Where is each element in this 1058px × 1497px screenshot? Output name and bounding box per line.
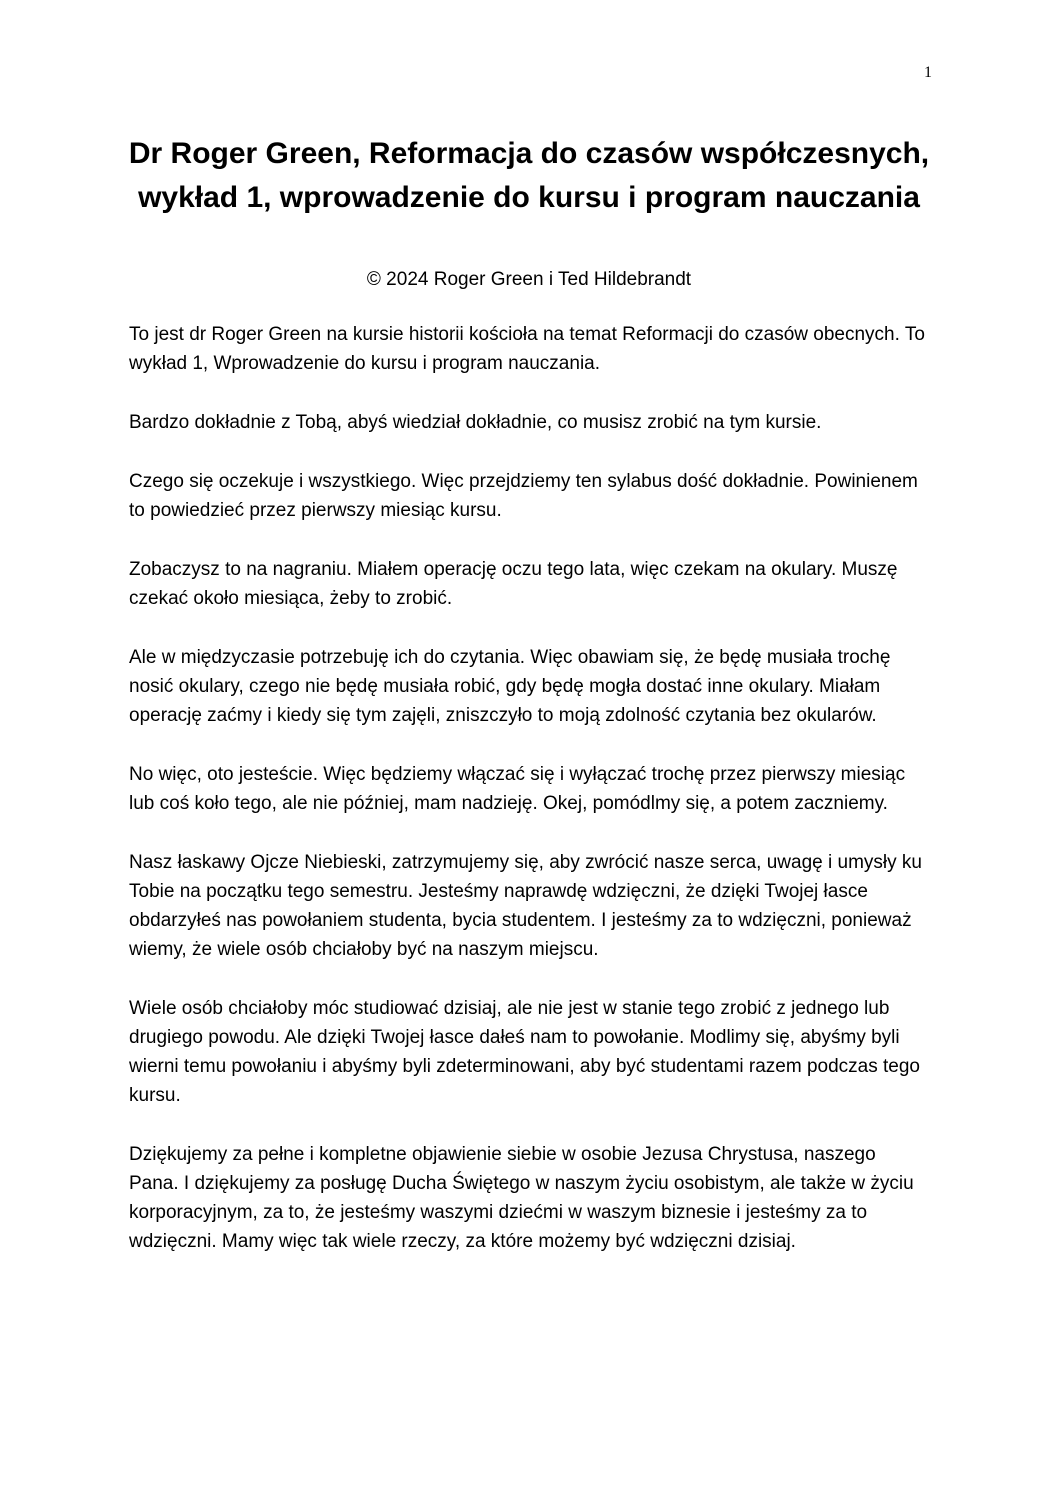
paragraph: Ale w międzyczasie potrzebuję ich do czytania. Więc obawiam się, że będę musiała trochę nosić okulary, czego nie będę musiała robić, gdy będę mogła dostać inne okulary. Miałam operację zaćmy i kiedy się tym zajęli, zniszczyło to moją zdolność czytania bez okularów. [129,647,891,726]
paragraph-prayer: Wiele osób chciałoby móc studiować dzisiaj, ale nie jest w stanie tego zrobić z jednego lub drugiego powodu. Ale dzięki Twojej łasce dałeś nam to powołanie. Modlimy się, abyśmy byli wierni temu powołaniu i abyśmy byli zdeterminowani, aby być studentami razem podczas tego kursu. [129,998,920,1106]
document-body [129,320,929,1286]
page-number: 1 [924,64,932,81]
document-title: Dr Roger Green, Reformacja do czasów współczesnych, wykład 1, wprowadzenie do kursu i program nauczania [128,137,930,214]
paragraph: No więc, oto jesteście. Więc będziemy włączać się i wyłączać trochę przez pierwszy miesiąc lub coś koło tego, ale nie później, mam nadzieję. Okej, pomódlmy się, a potem zaczniemy. [129,764,906,814]
paragraph-intro: To jest dr Roger Green na kursie historii kościoła na temat Reformacji do czasów obecnych. To wykład 1, Wprowadzenie do kursu i program nauczania. [129,324,925,374]
paragraph-prayer: Nasz łaskawy Ojcze Niebieski, zatrzymujemy się, aby zwrócić nasze serca, uwagę i umysły ku Tobie na początku tego semestru. Jesteśmy naprawdę wdzięczni, że dzięki Twojej łasce obdarzyłeś nas powołaniem studenta, bycia studentem. I jesteśmy za to wdzięczni, ponieważ wiemy, że wiele osób chciałoby być na naszym miejscu. [129,852,922,960]
paragraph: Czego się oczekuje i wszystkiego. Więc przejdziemy ten sylabus dość dokładnie. Powinienem to powiedzieć przez pierwszy miesiąc kursu. [129,471,918,521]
copyright-line: © 2024 Roger Green i Ted Hildebrandt [366,269,692,290]
paragraph: Bardzo dokładnie z Tobą, abyś wiedział dokładnie, co musisz zrobić na tym kursie. [129,412,822,433]
paragraph: Zobaczysz to na nagraniu. Miałem operację oczu tego lata, więc czekam na okulary. Muszę czekać około miesiąca, żeby to zrobić. [129,559,898,609]
paragraph-prayer: Dziękujemy za pełne i kompletne objawienie siebie w osobie Jezusa Chrystusa, naszego Pana. I dziękujemy za posługę Ducha Świętego w naszym życiu osobistym, ale także w życiu korporacyjnym, za to, że jesteśmy waszymi dziećmi w waszym biznesie i jesteśmy za to wdzięczni. Mamy więc tak wiele rzeczy, za które możemy być wdzięczni dzisiaj. [129,1144,914,1252]
